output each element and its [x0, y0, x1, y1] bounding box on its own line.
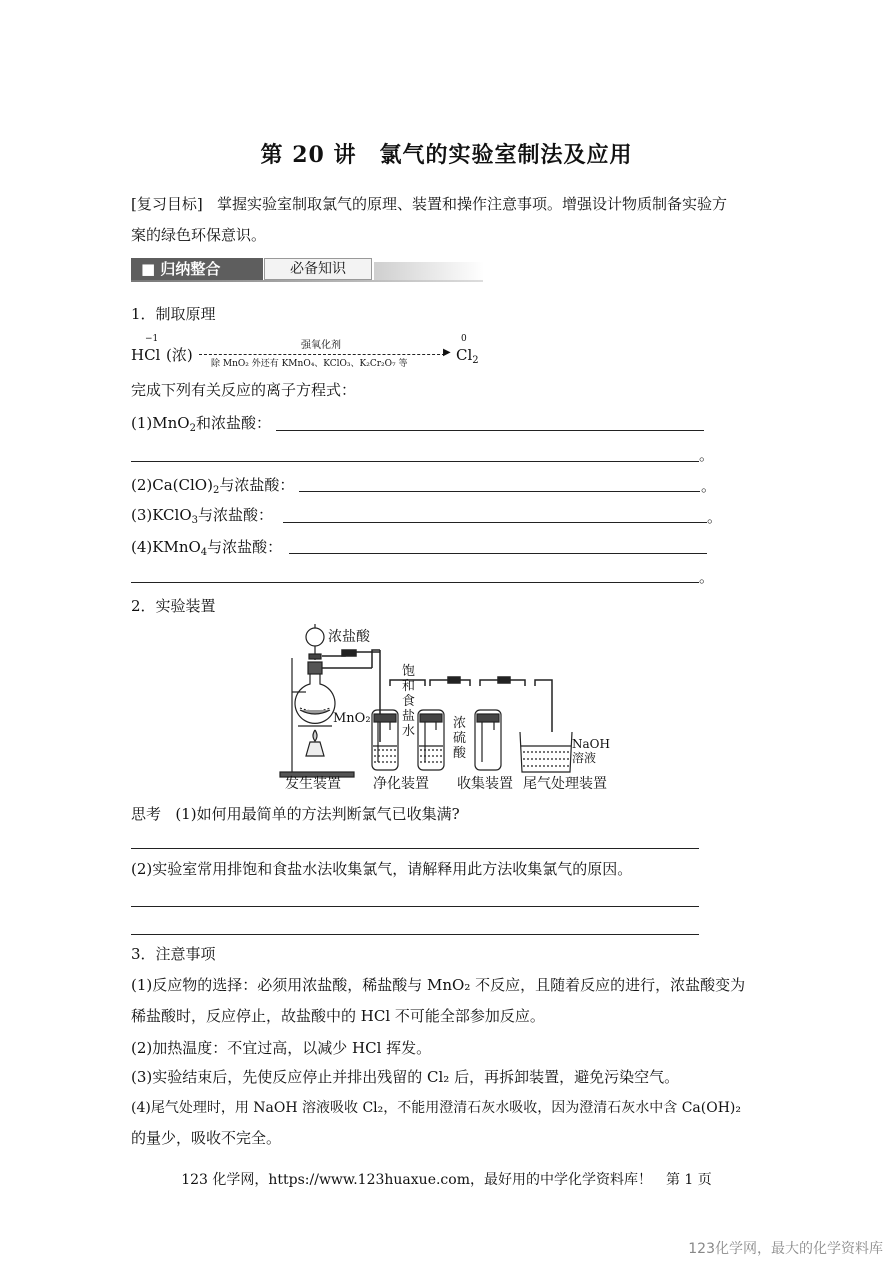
caption-collection: 收集装置: [457, 776, 513, 792]
separatory-funnel-icon: [306, 624, 324, 660]
answer-line-1a[interactable]: [276, 430, 704, 431]
note-4b: 的量少，吸收不完全。: [131, 1129, 282, 1147]
page-footer: 123 化学网，https://www.123huaxue.com，最好用的中学化学资料库！ 第 1 页: [181, 1172, 712, 1188]
think-q2: (2)实验室常用排饱和食盐水法收集氯气，请解释用此方法收集氯气的原因。: [131, 860, 633, 878]
banner-underline: [131, 280, 483, 282]
note-1a: (1)反应物的选择：必须用浓盐酸，稀盐酸与 MnO₂ 不反应，且随着反应的进行，浓盐酸变为: [131, 976, 746, 994]
cl-oxidation-state: 0: [461, 334, 467, 344]
note-2: (2)加热温度：不宜过高，以减少 HCl 挥发。: [131, 1039, 432, 1057]
item-kmno4: (4)KMnO$_4$与浓盐酸：: [131, 538, 283, 558]
wash-bottle-2-icon: [418, 710, 444, 770]
note-3: (3)实验结束后，先使反应停止并排出残留的 Cl₂ 后，再拆卸装置，避免污染空气。: [131, 1068, 680, 1086]
note-4a: (4)尾气处理时，用 NaOH 溶液吸收 Cl₂，不能用澄清石灰水吸收，因为澄清石灰水中含 Ca(OH)₂: [131, 1100, 741, 1116]
watermark: 123化学网，最大的化学资料库: [688, 1241, 883, 1257]
period-2: 。: [701, 477, 717, 495]
answer-line-3[interactable]: [283, 522, 707, 523]
page-title: 第 20 讲 氯气的实验室制法及应用: [260, 142, 633, 168]
period-3: 。: [707, 508, 723, 526]
period-1: 。: [699, 446, 715, 464]
round-bottom-flask-icon: [295, 662, 335, 723]
section3-heading: 3．注意事项: [131, 945, 216, 963]
banner-left: ■ 归纳整合: [131, 258, 263, 280]
caption-tail-gas: 尾气处理装置: [523, 776, 607, 792]
label-conc-hcl: 浓盐酸: [328, 629, 370, 645]
answer-line-4b[interactable]: [131, 582, 699, 583]
banner-right: 必备知识: [264, 258, 372, 280]
label-conc-h2so4: 浓 硫 酸: [453, 716, 467, 761]
label-saturated-brine: 饱 和 食 盐 水: [402, 664, 416, 739]
review-objectives-line1: [131, 193, 727, 215]
answer-line-q2b[interactable]: [131, 934, 699, 935]
item-mno2: (1)MnO$_2$和浓盐酸：: [131, 414, 271, 434]
section2-heading: 2．实验装置: [131, 597, 216, 615]
think-label: 思考: [131, 805, 162, 823]
cl2-formula: $Cl_2$: [456, 346, 479, 366]
answer-line-4a[interactable]: [289, 553, 707, 554]
caption-purification: 净化装置: [373, 776, 429, 792]
label-naoh: NaOH 溶液: [572, 737, 610, 765]
review-text-2: 案的绿色环保意识。: [131, 226, 267, 244]
section-banner: [131, 258, 483, 282]
think-q1: 思考 (1)如何用最简单的方法判断氯气已收集满?: [131, 805, 460, 823]
review-text-1: 掌握实验室制取氯气的原理、装置和操作注意事项。增强设计物质制备实验方: [217, 195, 728, 213]
caption-generation: 发生装置: [285, 776, 341, 792]
period-4: 。: [699, 568, 715, 586]
answer-line-1b[interactable]: [131, 461, 699, 462]
collection-bottle-icon: [475, 710, 501, 770]
item-kclo3: (3)KClO$_3$与浓盐酸：: [131, 506, 274, 526]
wash-bottle-1-icon: [372, 710, 398, 770]
banner-gradient: [374, 262, 484, 280]
alcohol-lamp-icon: [298, 726, 332, 756]
item-caclo2: $(2)Ca(ClO)_2$与浓盐酸：: [131, 476, 295, 496]
note-1b: 稀盐酸时，反应停止，故盐酸中的 HCl 不可能全部参加反应。: [131, 1007, 545, 1025]
apparatus-figure: [270, 622, 620, 797]
equation-prompt: 完成下列有关反应的离子方程式：: [131, 381, 357, 399]
reaction-principle: [131, 336, 491, 370]
conc-label: (浓): [166, 346, 193, 364]
answer-line-2[interactable]: [299, 491, 700, 492]
answer-line-q1[interactable]: [131, 848, 699, 849]
reaction-arrow: [199, 354, 445, 355]
section1-heading: 1．制取原理: [131, 305, 216, 323]
answer-line-q2a[interactable]: [131, 906, 699, 907]
beaker-icon: [520, 732, 572, 772]
review-label: [复习目标]: [131, 195, 203, 213]
arrow-top-label: 强氧化剂: [301, 340, 341, 351]
arrow-bottom-label: 除 MnO₂ 外还有 KMnO₄、KClO₃、K₂Cr₂O₇ 等: [211, 359, 408, 369]
label-mno2: MnO₂: [333, 711, 371, 726]
hcl-formula: HCl: [131, 346, 161, 364]
arrow-head-icon: ▶: [443, 347, 451, 358]
hcl-oxidation-state: −1: [145, 334, 159, 344]
